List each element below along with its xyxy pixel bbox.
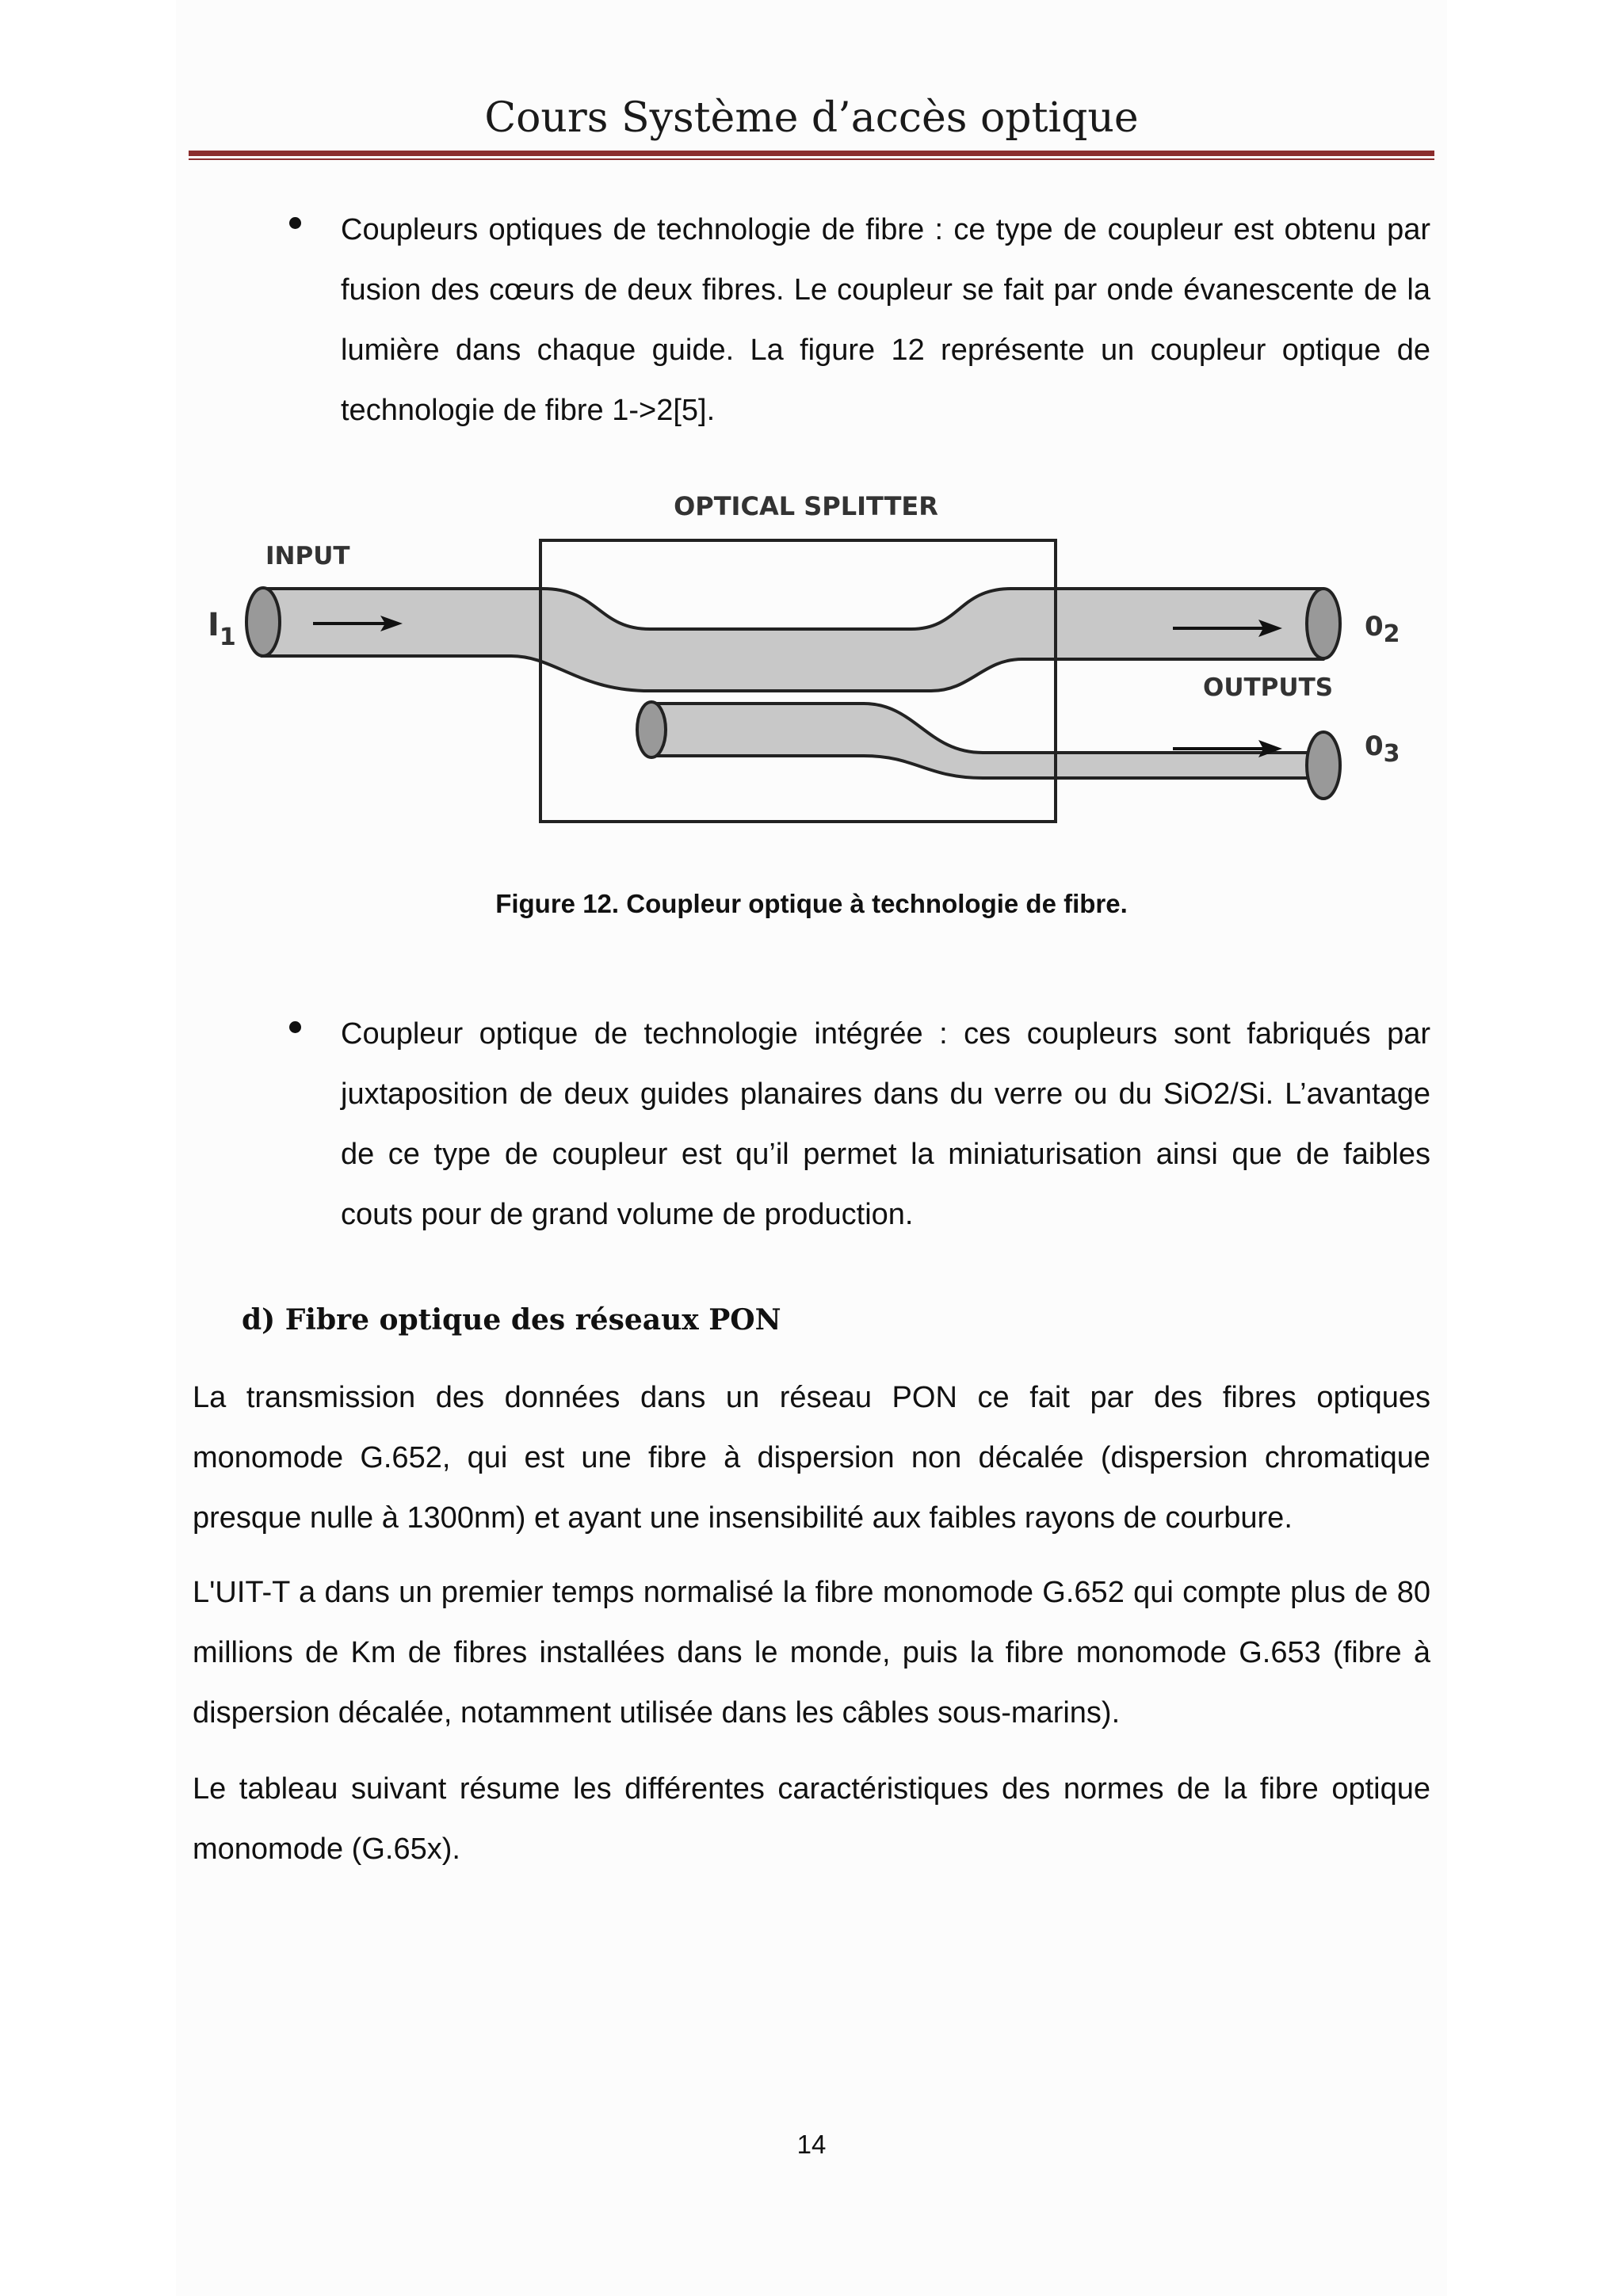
bullet-item-integrated-coupler — [289, 1004, 1430, 1245]
bullet-dot — [289, 1021, 301, 1033]
paragraph: Le tableau suivant résume les différentes caractéristiques des normes de la fibre optique monomode (G.65x). — [193, 1772, 1430, 1866]
optical-splitter-figure — [198, 483, 1419, 840]
input-port-symbol: $I_1$ — [208, 607, 236, 651]
paragraph: La transmission des données dans un réseau PON ce fait par des fibres optiques monomode G.652, qui est une fibre à dispersion non décalée (dispersion chromatique presque nulle à 1300nm) et ayant une insensibilité aux faibles rayons de courbure. — [193, 1381, 1430, 1535]
outputs-label: OUTPUTS — [1203, 673, 1334, 702]
optical-splitter-diagram — [198, 483, 1419, 840]
running-header: Cours Système d’accès optique — [484, 94, 1139, 142]
bullet-dot — [289, 217, 301, 229]
page-number: 14 — [796, 2130, 827, 2159]
figure-caption: Figure 12. Coupleur optique à technologie de fibre. — [495, 889, 1128, 918]
output-3-port-symbol: 03 — [1365, 730, 1400, 768]
output-3-fiber-end — [1307, 732, 1340, 799]
bullet-item-fiber-coupler — [289, 200, 1430, 441]
output-fiber-lower — [651, 704, 1323, 778]
lower-fiber-start-end — [637, 702, 666, 757]
header-rule-thin — [189, 158, 1434, 160]
section-heading: d) Fibre optique des réseaux PON — [242, 1303, 781, 1337]
output-2-port-symbol: 02 — [1365, 611, 1400, 648]
splitter-title: OPTICAL SPLITTER — [674, 491, 938, 521]
header-rule — [189, 151, 1434, 156]
input-label: INPUT — [265, 542, 350, 570]
input-fiber-main — [262, 589, 1323, 691]
output-2-fiber-end — [1307, 589, 1340, 658]
paragraph: L'UIT-T a dans un premier temps normalisé la fibre monomode G.652 qui compte plus de 80 millions de Km de fibres installées dans le monde, puis la fibre monomode G.653 (fibre à dispersion décalée, notamment utilisée dans les câbles sous-marins). — [193, 1576, 1430, 1730]
bullet-text: Coupleurs optiques de technologie de fibre : ce type de coupleur est obtenu par fusion des cœurs de deux fibres. Le coupleur se fait par onde évanescente de la lumière dans chaque guide. La figure 12 représente un coupleur optique de technologie de fibre 1->2[5]. — [341, 213, 1430, 427]
input-fiber-end — [246, 588, 280, 656]
bullet-text: Coupleur optique de technologie intégrée : ces coupleurs sont fabriqués par juxtaposition de deux guides planaires dans du verre ou du SiO2/Si. L’avantage de ce type de coupleur est qu’il permet la miniaturisation ainsi que de faibles couts pour de grand volume de production. — [341, 1017, 1430, 1231]
